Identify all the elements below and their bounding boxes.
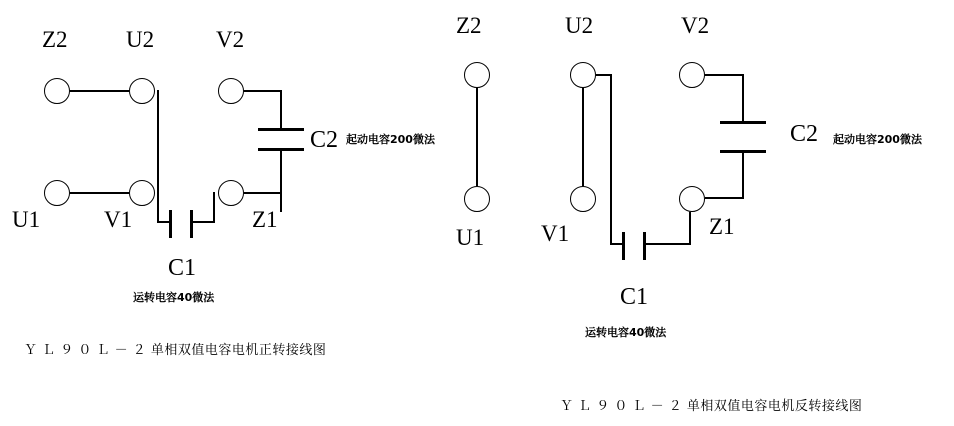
left-wire-u2-to-c1	[157, 221, 169, 223]
left-capacitor-c1-plate-left	[169, 210, 172, 238]
left-capacitor-c2-plate-top	[258, 128, 304, 131]
right-wire-c2-bottom-lead	[742, 153, 744, 198]
left-wire-c2-to-z1	[244, 192, 282, 194]
right-wire-u2-to-c1	[610, 243, 622, 245]
right-label-c2: C2	[790, 121, 819, 147]
right-wire-c1-right-up	[689, 212, 691, 245]
right-node-u2	[570, 62, 596, 88]
left-label-u2: U2	[126, 27, 155, 52]
left-label-z2: Z2	[42, 27, 68, 52]
left-label-u1: U1	[12, 207, 41, 232]
right-node-z1	[679, 186, 705, 212]
right-node-z2	[464, 62, 490, 88]
right-capacitor-c2-plate-top	[720, 121, 766, 124]
right-wire-u2-down	[610, 74, 612, 245]
left-node-u2	[129, 78, 155, 104]
left-wire-u1-v1	[70, 192, 129, 194]
right-wire-c2-top-lead	[742, 74, 744, 121]
left-label-v2: V2	[216, 27, 245, 52]
left-label-c1: C1	[168, 255, 197, 281]
left-wire-z2-u2	[70, 90, 129, 92]
right-wire-z2-u1	[476, 88, 478, 186]
left-wire-c1-right-up	[213, 192, 215, 223]
left-label-z1: Z1	[252, 207, 278, 232]
left-wire-c2-bottom-lead	[280, 151, 282, 212]
right-label-z2: Z2	[456, 13, 482, 38]
left-wire-v2-right	[244, 90, 282, 92]
right-capacitor-c1-plate-right	[643, 232, 646, 260]
left-wire-c2-top-lead	[280, 90, 282, 128]
left-label-c2: C2	[310, 127, 339, 153]
left-wire-c1-right	[193, 221, 215, 223]
left-capacitor-c1-plate-right	[190, 210, 193, 238]
right-label-v2: V2	[681, 13, 710, 38]
right-label-u1: U1	[456, 225, 485, 250]
right-wire-c1-right	[646, 243, 691, 245]
right-wire-v2-right	[705, 74, 744, 76]
left-wire-u2-down	[157, 90, 159, 223]
left-node-v2	[218, 78, 244, 104]
left-node-z1	[218, 180, 244, 206]
left-note-c1: 运转电容40微法	[133, 291, 215, 304]
right-label-z1: Z1	[709, 214, 735, 239]
left-node-v1	[129, 180, 155, 206]
left-note-c2: 起动电容200微法	[346, 133, 435, 146]
left-node-z2	[44, 78, 70, 104]
right-note-c1: 运转电容40微法	[585, 326, 667, 339]
right-capacitor-c1-plate-left	[622, 232, 625, 260]
right-node-v1	[570, 186, 596, 212]
right-label-u2: U2	[565, 13, 594, 38]
left-label-v1: V1	[104, 207, 133, 232]
left-caption: Ｙ Ｌ ９ ０ Ｌ － ２ 单相双值电容电机正转接线图	[24, 343, 327, 358]
left-node-u1	[44, 180, 70, 206]
right-wire-u2-v1	[582, 88, 584, 186]
right-node-v2	[679, 62, 705, 88]
right-wire-c2-to-z1	[705, 197, 744, 199]
right-caption: Ｙ Ｌ ９ ０ Ｌ － ２ 单相双值电容电机反转接线图	[560, 399, 863, 414]
right-label-c1: C1	[620, 284, 649, 310]
right-label-v1: V1	[541, 221, 570, 246]
right-note-c2: 起动电容200微法	[833, 133, 922, 146]
right-node-u1	[464, 186, 490, 212]
